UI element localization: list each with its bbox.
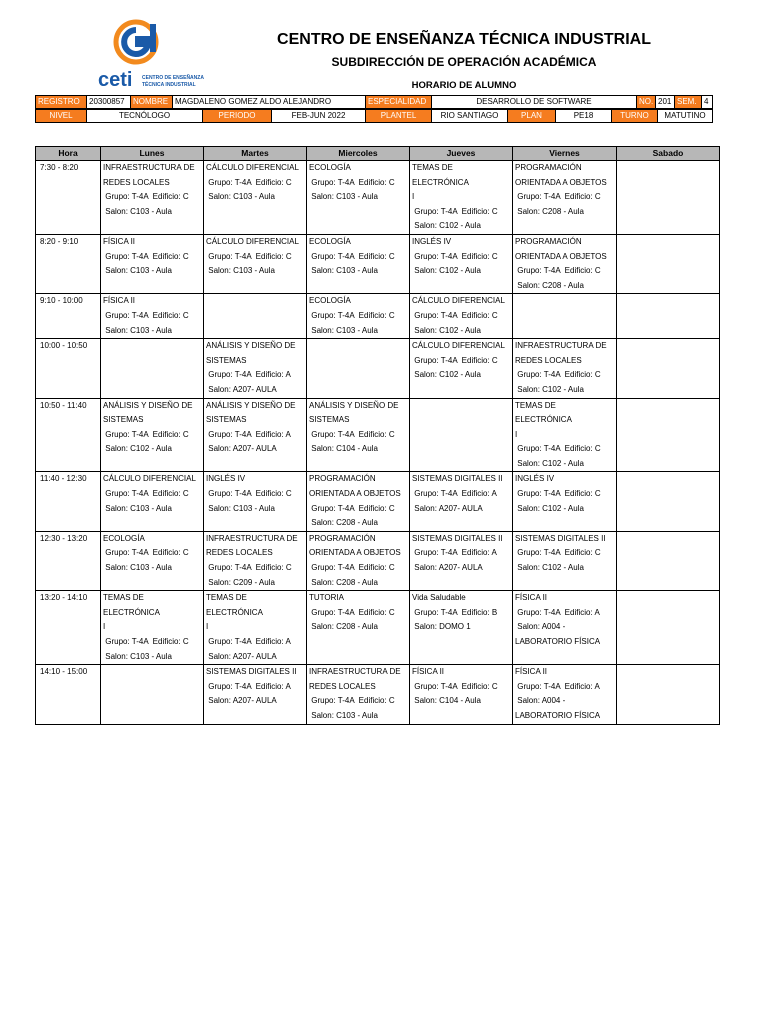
course-name: CÁLCULO DIFERENCIAL xyxy=(206,236,299,246)
document-title: HORARIO DE ALUMNO xyxy=(411,80,517,91)
course-detail: Salon: C102 - Aula xyxy=(515,384,584,394)
turno-label: TURNO xyxy=(612,110,658,123)
schedule-cell xyxy=(307,339,410,398)
time-slot: 9:10 - 10:00 xyxy=(36,294,101,339)
course-name: CÁLCULO DIFERENCIAL xyxy=(412,341,505,351)
course-detail: Salon: C103 - Aula xyxy=(309,325,378,335)
col-hora: Hora xyxy=(36,147,101,161)
course-name: PROGRAMACIÓN xyxy=(309,533,376,543)
course-name: INFRAESTRUCTURA DE xyxy=(309,667,401,677)
schedule-cell xyxy=(513,294,617,339)
schedule-cell xyxy=(513,161,617,235)
schedule-cell xyxy=(101,161,204,235)
registro-label: REGISTRO xyxy=(36,96,87,109)
periodo-value: FEB-JUN 2022 xyxy=(272,110,366,123)
course-detail: Grupo: T-4A Edificio: C xyxy=(103,251,189,261)
course-detail: I xyxy=(206,622,209,632)
department-subtitle: SUBDIRECCIÓN DE OPERACIÓN ACADÉMICA xyxy=(331,55,597,69)
course-detail: Grupo: T-4A Edificio: C xyxy=(309,251,395,261)
course-name: SISTEMAS DIGITALES II xyxy=(412,533,503,543)
course-detail: Salon: A004 - xyxy=(515,696,566,706)
course-name: INGLÉS IV xyxy=(412,236,452,246)
col-sabado: Sabado xyxy=(617,147,720,161)
course-detail: ORIENTADA A OBJETOS xyxy=(515,251,607,261)
course-detail: Grupo: T-4A Edificio: C xyxy=(309,177,395,187)
course-detail: Salon: C103 - Aula xyxy=(309,710,378,720)
course-detail: Salon: C103 - Aula xyxy=(309,192,378,202)
course-name: ANÁLISIS Y DISEÑO DE xyxy=(309,400,399,410)
schedule-cell xyxy=(204,665,307,724)
schedule-cell xyxy=(101,234,204,293)
schedule-cell xyxy=(513,472,617,531)
course-detail: Salon: C103 - Aula xyxy=(103,266,172,276)
schedule-cell xyxy=(617,472,720,531)
schedule-cell xyxy=(410,234,513,293)
course-name: ECOLOGÍA xyxy=(309,296,351,306)
no-label: NO. xyxy=(637,96,656,109)
schedule-cell xyxy=(617,339,720,398)
course-detail: SISTEMAS xyxy=(206,415,247,425)
no-value: 201 xyxy=(656,96,675,109)
course-detail: Grupo: T-4A Edificio: A xyxy=(206,370,291,380)
course-detail: SISTEMAS xyxy=(206,355,247,365)
schedule-cell xyxy=(410,161,513,235)
nivel-value: TECNÓLOGO xyxy=(87,110,203,123)
course-detail: Salon: C103 - Aula xyxy=(103,563,172,573)
schedule-cell xyxy=(410,591,513,665)
course-name: SISTEMAS DIGITALES II xyxy=(206,667,297,677)
course-detail: SISTEMAS xyxy=(309,415,350,425)
course-detail: Grupo: T-4A Edificio: B xyxy=(412,607,498,617)
course-detail: Salon: C208 - Aula xyxy=(309,518,378,528)
course-detail: Grupo: T-4A Edificio: C xyxy=(515,548,601,558)
schedule-cell xyxy=(617,161,720,235)
turno-value: MATUTINO xyxy=(658,110,713,123)
course-detail: Grupo: T-4A Edificio: C xyxy=(206,563,292,573)
course-detail: Salon: A207- AULA xyxy=(206,651,277,661)
schedule-cell xyxy=(513,234,617,293)
course-name: CÁLCULO DIFERENCIAL xyxy=(103,474,196,484)
course-detail: LABORATORIO FÍSICA xyxy=(515,637,601,646)
course-detail: Grupo: T-4A Edificio: C xyxy=(309,607,395,617)
schedule-cell xyxy=(513,665,617,724)
course-name: PROGRAMACIÓN xyxy=(309,474,376,484)
course-detail: Grupo: T-4A Edificio: C xyxy=(309,503,395,513)
schedule-cell xyxy=(101,531,204,590)
course-name: INFRAESTRUCTURA DE xyxy=(103,163,195,172)
course-detail: Grupo: T-4A Edificio: C xyxy=(515,192,601,202)
course-detail: Grupo: T-4A Edificio: C xyxy=(515,266,601,276)
course-detail: Salon: C102 - Aula xyxy=(515,458,584,468)
course-name: ECOLOGÍA xyxy=(309,163,351,172)
time-slot: 10:00 - 10:50 xyxy=(36,339,101,398)
course-detail: Salon: C102 - Aula xyxy=(103,444,172,454)
time-slot: 13:20 - 14:10 xyxy=(36,591,101,665)
course-detail: Grupo: T-4A Edificio: C xyxy=(206,251,292,261)
course-detail: Salon: A004 - xyxy=(515,622,566,632)
course-name: TEMAS DE ELECTRÓNICA xyxy=(412,163,469,187)
course-detail: Grupo: T-4A Edificio: A xyxy=(206,681,291,691)
course-detail: Salon: C103 - Aula xyxy=(309,266,378,276)
info-row-2 xyxy=(36,110,713,123)
course-name: TEMAS DE ELECTRÓNICA xyxy=(206,593,263,617)
schedule-row xyxy=(36,339,720,398)
course-detail: Salon: A207- AULA xyxy=(206,696,277,706)
course-detail: Salon: A207- AULA xyxy=(206,384,277,394)
course-detail: Salon: C208 - Aula xyxy=(309,622,378,632)
schedule-row xyxy=(36,591,720,665)
course-name: INGLÉS IV xyxy=(515,474,555,484)
course-detail: Salon: C103 - Aula xyxy=(103,651,172,661)
schedule-cell xyxy=(307,294,410,339)
course-detail: REDES LOCALES xyxy=(103,177,170,187)
course-detail: Grupo: T-4A Edificio: A xyxy=(515,607,600,617)
course-detail: Salon: C102 - Aula xyxy=(515,563,584,573)
plan-label: PLAN xyxy=(508,110,556,123)
col-lunes: Lunes xyxy=(101,147,204,161)
course-detail: ORIENTADA A OBJETOS xyxy=(309,548,401,558)
course-detail: Salon: C104 - Aula xyxy=(309,444,378,454)
course-detail: Grupo: T-4A Edificio: C xyxy=(206,177,292,187)
schedule-cell xyxy=(617,234,720,293)
especialidad-value: DESARROLLO DE SOFTWARE xyxy=(432,96,637,109)
course-detail: Grupo: T-4A Edificio: A xyxy=(412,489,497,499)
course-name: TUTORIA xyxy=(309,593,344,603)
schedule-row xyxy=(36,161,720,235)
schedule-cell xyxy=(410,531,513,590)
schedule-cell xyxy=(410,665,513,724)
schedule-cell xyxy=(204,339,307,398)
schedule-cell xyxy=(307,161,410,235)
course-detail: REDES LOCALES xyxy=(309,681,376,691)
course-detail: ORIENTADA A OBJETOS xyxy=(515,177,607,187)
col-viernes: Viernes xyxy=(513,147,617,161)
course-detail: REDES LOCALES xyxy=(206,548,273,558)
schedule-cell xyxy=(410,472,513,531)
course-detail: Salon: C103 - Aula xyxy=(206,192,275,202)
course-detail: Grupo: T-4A Edificio: A xyxy=(206,637,291,646)
schedule-cell xyxy=(410,339,513,398)
course-detail: Grupo: T-4A Edificio: C xyxy=(515,370,601,380)
schedule-row xyxy=(36,665,720,724)
schedule-cell xyxy=(617,665,720,724)
sem-value: 4 xyxy=(702,96,713,109)
schedule-cell xyxy=(204,294,307,339)
course-detail: Salon: A207- AULA xyxy=(206,444,277,454)
schedule-row xyxy=(36,398,720,472)
schedule-header-row xyxy=(36,147,720,161)
course-name: TEMAS DE ELECTRÓNICA xyxy=(515,400,572,425)
course-detail: I xyxy=(515,429,518,439)
course-detail: Salon: C102 - Aula xyxy=(412,325,481,335)
course-name: FÍSICA II xyxy=(515,593,548,603)
course-name: SISTEMAS DIGITALES II xyxy=(515,533,606,543)
sem-label: SEM. xyxy=(675,96,702,109)
course-name: PROGRAMACIÓN xyxy=(515,236,582,246)
col-martes: Martes xyxy=(204,147,307,161)
schedule-cell xyxy=(617,294,720,339)
plan-value: PE18 xyxy=(556,110,612,123)
course-detail: Salon: C208 - Aula xyxy=(515,280,584,290)
course-detail: Salon: C102 - Aula xyxy=(412,370,481,380)
course-detail: Grupo: T-4A Edificio: A xyxy=(412,548,497,558)
course-detail: REDES LOCALES xyxy=(515,355,582,365)
course-detail: Salon: C102 - Aula xyxy=(412,221,481,231)
course-detail: Grupo: T-4A Edificio: C xyxy=(103,548,189,558)
time-slot: 11:40 - 12:30 xyxy=(36,472,101,531)
schedule-cell xyxy=(101,339,204,398)
logo-subtext-2: TÉCNICA INDUSTRIAL xyxy=(142,82,196,88)
schedule-cell xyxy=(513,591,617,665)
schedule-row xyxy=(36,472,720,531)
course-name: ANÁLISIS Y DISEÑO DE xyxy=(206,341,296,351)
schedule-cell xyxy=(307,234,410,293)
schedule-cell xyxy=(513,531,617,590)
nivel-label: NIVEL xyxy=(36,110,87,123)
logo-wordmark: ceti xyxy=(98,69,133,91)
course-name: FÍSICA II xyxy=(103,236,136,246)
col-miercoles: Miercoles xyxy=(307,147,410,161)
course-detail: Salon: A207- AULA xyxy=(412,563,483,573)
course-detail: Grupo: T-4A Edificio: C xyxy=(515,489,601,499)
schedule-cell xyxy=(101,398,204,472)
schedule-cell xyxy=(101,294,204,339)
course-name: ANÁLISIS Y DISEÑO DE xyxy=(103,400,193,410)
logo-subtext-1: CENTRO DE ENSEÑANZA xyxy=(142,75,204,81)
course-detail: Grupo: T-4A Edificio: C xyxy=(309,310,395,320)
schedule-cell xyxy=(307,531,410,590)
course-detail: Salon: C103 - Aula xyxy=(103,503,172,513)
course-detail: Salon: C103 - Aula xyxy=(103,325,172,335)
schedule-cell xyxy=(307,591,410,665)
schedule-cell xyxy=(513,398,617,472)
course-detail: Salon: C103 - Aula xyxy=(103,206,172,216)
time-slot: 14:10 - 15:00 xyxy=(36,665,101,724)
info-row-1 xyxy=(36,96,713,109)
schedule-cell xyxy=(307,665,410,724)
course-name: ECOLOGÍA xyxy=(309,236,351,246)
nombre-value: MAGDALENO GOMEZ ALDO ALEJANDRO xyxy=(173,96,366,109)
schedule-cell xyxy=(204,234,307,293)
course-detail: Salon: A207- AULA xyxy=(412,503,483,513)
course-detail: Grupo: T-4A Edificio: C xyxy=(412,251,498,261)
time-slot: 7:30 - 8:20 xyxy=(36,161,101,235)
plantel-value: RIO SANTIAGO xyxy=(432,110,508,123)
course-detail: Salon: C208 - Aula xyxy=(309,577,378,587)
course-detail: Grupo: T-4A Edificio: C xyxy=(103,429,189,439)
schedule-row xyxy=(36,531,720,590)
schedule-cell xyxy=(204,591,307,665)
course-detail: Grupo: T-4A Edificio: A xyxy=(206,429,291,439)
course-detail: Grupo: T-4A Edificio: C xyxy=(103,192,189,202)
time-slot: 12:30 - 13:20 xyxy=(36,531,101,590)
time-slot: 10:50 - 11:40 xyxy=(36,398,101,472)
course-name: PROGRAMACIÓN xyxy=(515,163,582,172)
schedule-row xyxy=(36,294,720,339)
course-detail: Grupo: T-4A Edificio: C xyxy=(412,355,498,365)
schedule-cell xyxy=(204,161,307,235)
course-name: SISTEMAS DIGITALES II xyxy=(412,474,503,484)
course-detail: Grupo: T-4A Edificio: C xyxy=(103,310,189,320)
course-detail: Grupo: T-4A Edificio: C xyxy=(103,489,189,499)
course-name: CÁLCULO DIFERENCIAL xyxy=(206,163,299,172)
course-detail: Grupo: T-4A Edificio: C xyxy=(412,681,498,691)
schedule-cell xyxy=(204,472,307,531)
schedule-cell xyxy=(617,591,720,665)
course-detail: Salon: DOMO 1 xyxy=(412,622,471,632)
course-name: ANÁLISIS Y DISEÑO DE xyxy=(206,400,296,410)
course-name: FÍSICA II xyxy=(412,667,445,677)
schedule-cell xyxy=(410,294,513,339)
course-name: CÁLCULO DIFERENCIAL xyxy=(412,296,505,306)
col-jueves: Jueves xyxy=(410,147,513,161)
course-detail: Grupo: T-4A Edificio: C xyxy=(103,637,189,646)
student-info-table-2 xyxy=(35,109,713,123)
course-detail: Grupo: T-4A Edificio: C xyxy=(309,696,395,706)
institution-title: CENTRO DE ENSEÑANZA TÉCNICA INDUSTRIAL xyxy=(277,31,651,48)
schedule-cell xyxy=(101,665,204,724)
course-detail: Salon: C208 - Aula xyxy=(515,206,584,216)
course-name: Vida Saludable xyxy=(412,593,466,603)
course-detail: Grupo: T-4A Edificio: C xyxy=(515,444,601,454)
course-detail: Salon: C102 - Aula xyxy=(515,503,584,513)
schedule-row xyxy=(36,234,720,293)
schedule-cell xyxy=(617,398,720,472)
course-detail: SISTEMAS xyxy=(103,415,144,425)
course-detail: I xyxy=(103,622,106,632)
plantel-label: PLANTEL xyxy=(366,110,432,123)
course-name: TEMAS DE ELECTRÓNICA xyxy=(103,593,160,617)
course-detail: Salon: C103 - Aula xyxy=(206,266,275,276)
course-detail: Grupo: T-4A Edificio: C xyxy=(412,206,498,216)
course-name: ECOLOGÍA xyxy=(103,533,145,543)
periodo-label: PERIODO xyxy=(203,110,272,123)
schedule-cell xyxy=(204,531,307,590)
course-detail: Grupo: T-4A Edificio: C xyxy=(206,489,292,499)
course-detail: Salon: C102 - Aula xyxy=(412,266,481,276)
course-detail: LABORATORIO FÍSICA xyxy=(515,710,601,720)
schedule-cell xyxy=(204,398,307,472)
schedule-cell xyxy=(307,472,410,531)
course-detail: Salon: C103 - Aula xyxy=(206,503,275,513)
course-detail: Salon: C104 - Aula xyxy=(412,696,481,706)
schedule-cell xyxy=(410,398,513,472)
nombre-label: NOMBRE xyxy=(131,96,173,109)
course-detail: I xyxy=(412,192,415,202)
course-detail: ORIENTADA A OBJETOS xyxy=(309,489,401,499)
course-detail: Grupo: T-4A Edificio: C xyxy=(412,310,498,320)
course-name: INGLÉS IV xyxy=(206,474,246,484)
schedule-cell xyxy=(101,472,204,531)
course-detail: Grupo: T-4A Edificio: A xyxy=(515,681,600,691)
registro-value: 20300857 xyxy=(87,96,131,109)
course-detail: Grupo: T-4A Edificio: C xyxy=(309,429,395,439)
schedule-table xyxy=(35,146,720,725)
course-detail: Grupo: T-4A Edificio: C xyxy=(309,563,395,573)
schedule-cell xyxy=(307,398,410,472)
ceti-logo xyxy=(96,16,212,92)
student-info-table xyxy=(35,95,713,109)
course-name: INFRAESTRUCTURA DE xyxy=(515,341,607,351)
schedule-cell xyxy=(617,531,720,590)
course-name: FÍSICA II xyxy=(103,296,136,306)
course-detail: Salon: C209 - Aula xyxy=(206,577,275,587)
time-slot: 8:20 - 9:10 xyxy=(36,234,101,293)
course-name: FÍSICA II xyxy=(515,667,548,677)
especialidad-label: ESPECIALIDAD xyxy=(366,96,432,109)
schedule-cell xyxy=(101,591,204,665)
course-name: INFRAESTRUCTURA DE xyxy=(206,533,298,543)
schedule-cell xyxy=(513,339,617,398)
